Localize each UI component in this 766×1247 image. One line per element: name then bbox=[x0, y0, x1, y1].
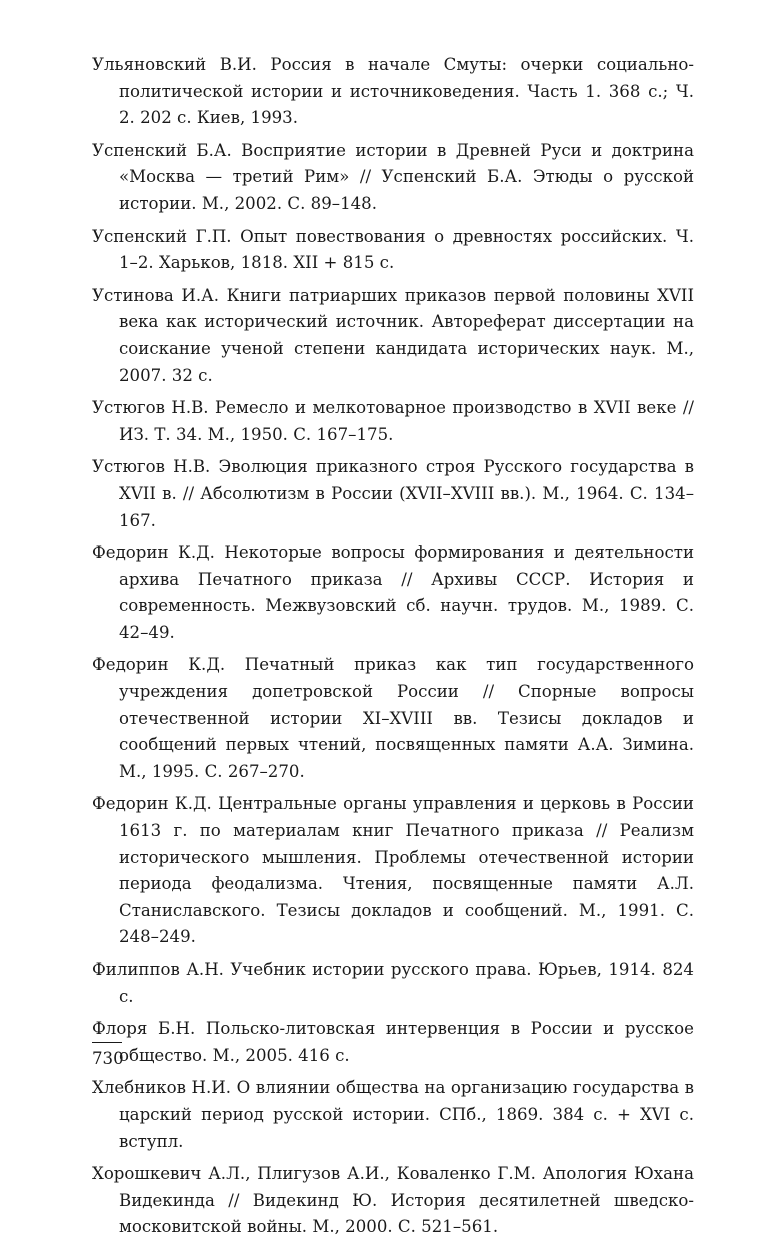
bibliography-entry: Успенский Б.А. Восприятие истории в Древней Руси и доктрина «Москва — третий Рим» // Успенский Б.А. Этюды о русской истории. М., 2002. С. 89–148. bbox=[92, 140, 694, 213]
bibliography-list bbox=[92, 52, 694, 1247]
bibliography-entry: Федорин К.Д. Печатный приказ как тип государственного учреждения допетровской России // Спорные вопросы отечественной истории XI–XVIII вв. Тезисы докладов и сообщений первых чтений, посвященных памяти А.А. Зимина. М., 1995. С. 267–270. bbox=[92, 655, 694, 781]
bibliography-entry: Флоря Б.Н. Польско-литовская интервенция в России и русское общество. М., 2005. 416 с. bbox=[92, 1019, 694, 1065]
bibliography-entry: Хлебников Н.И. О влиянии общества на организацию государства в царский период русской истории. СПб., 1869. 384 с. + XVI с. вступл. bbox=[92, 1078, 694, 1151]
bibliography-entry: Устюгов Н.В. Ремесло и мелкотоварное производство в XVII веке // ИЗ. Т. 34. М., 1950. С. 167–175. bbox=[92, 398, 694, 444]
bibliography-entry: Успенский Г.П. Опыт повествования о древностях российских. Ч. 1–2. Харьков, 1818. XII + 815 с. bbox=[92, 226, 694, 273]
footer-rule bbox=[92, 1042, 122, 1043]
bibliography-entry: Федорин К.Д. Центральные органы управления и церковь в России 1613 г. по материалам книг Печатного приказа // Реализм исторического мышления. Проблемы отечественной истории периода феодализма. Чтения, посвященные памяти А.Л. Станиславского. Тезисы докладов и сообщений. М., 1991. С. 248–249. bbox=[92, 794, 694, 947]
bibliography-entry: Филиппов А.Н. Учебник истории русского права. Юрьев, 1914. 824 с. bbox=[92, 960, 694, 1006]
bibliography-entry: Ульяновский В.И. Россия в начале Смуты: очерки социально-политической истории и источниковедения. Часть 1. 368 с.; Ч. 2. 202 с. Киев, 1993. bbox=[92, 55, 694, 128]
bibliography-entry: Устюгов Н.В. Эволюция приказного строя Русского государства в XVII в. // Абсолютизм в России (XVII–XVIII вв.). М., 1964. С. 134–167. bbox=[92, 457, 694, 530]
page-number: 730 bbox=[92, 1049, 124, 1068]
bibliography-entry: Хорошкевич А.Л., Плигузов А.И., Коваленко Г.М. Апология Юхана Видекинда // Видекинд Ю. История десятилетней шведско-московитской войны. М., 2000. С. 521–561. bbox=[92, 1164, 694, 1237]
bibliography-entry: Федорин К.Д. Некоторые вопросы формирования и деятельности архива Печатного приказа // Архивы СССР. История и современность. Межвузовский сб. научн. трудов. М., 1989. С. 42–49. bbox=[92, 543, 694, 642]
page-footer bbox=[92, 1042, 124, 1069]
bibliography-entry: Устинова И.А. Книги патриарших приказов первой половины XVII века как исторический источник. Автореферат диссертации на соискание ученой степени кандидата исторических наук. М., 2007. 32 с. bbox=[92, 285, 694, 385]
